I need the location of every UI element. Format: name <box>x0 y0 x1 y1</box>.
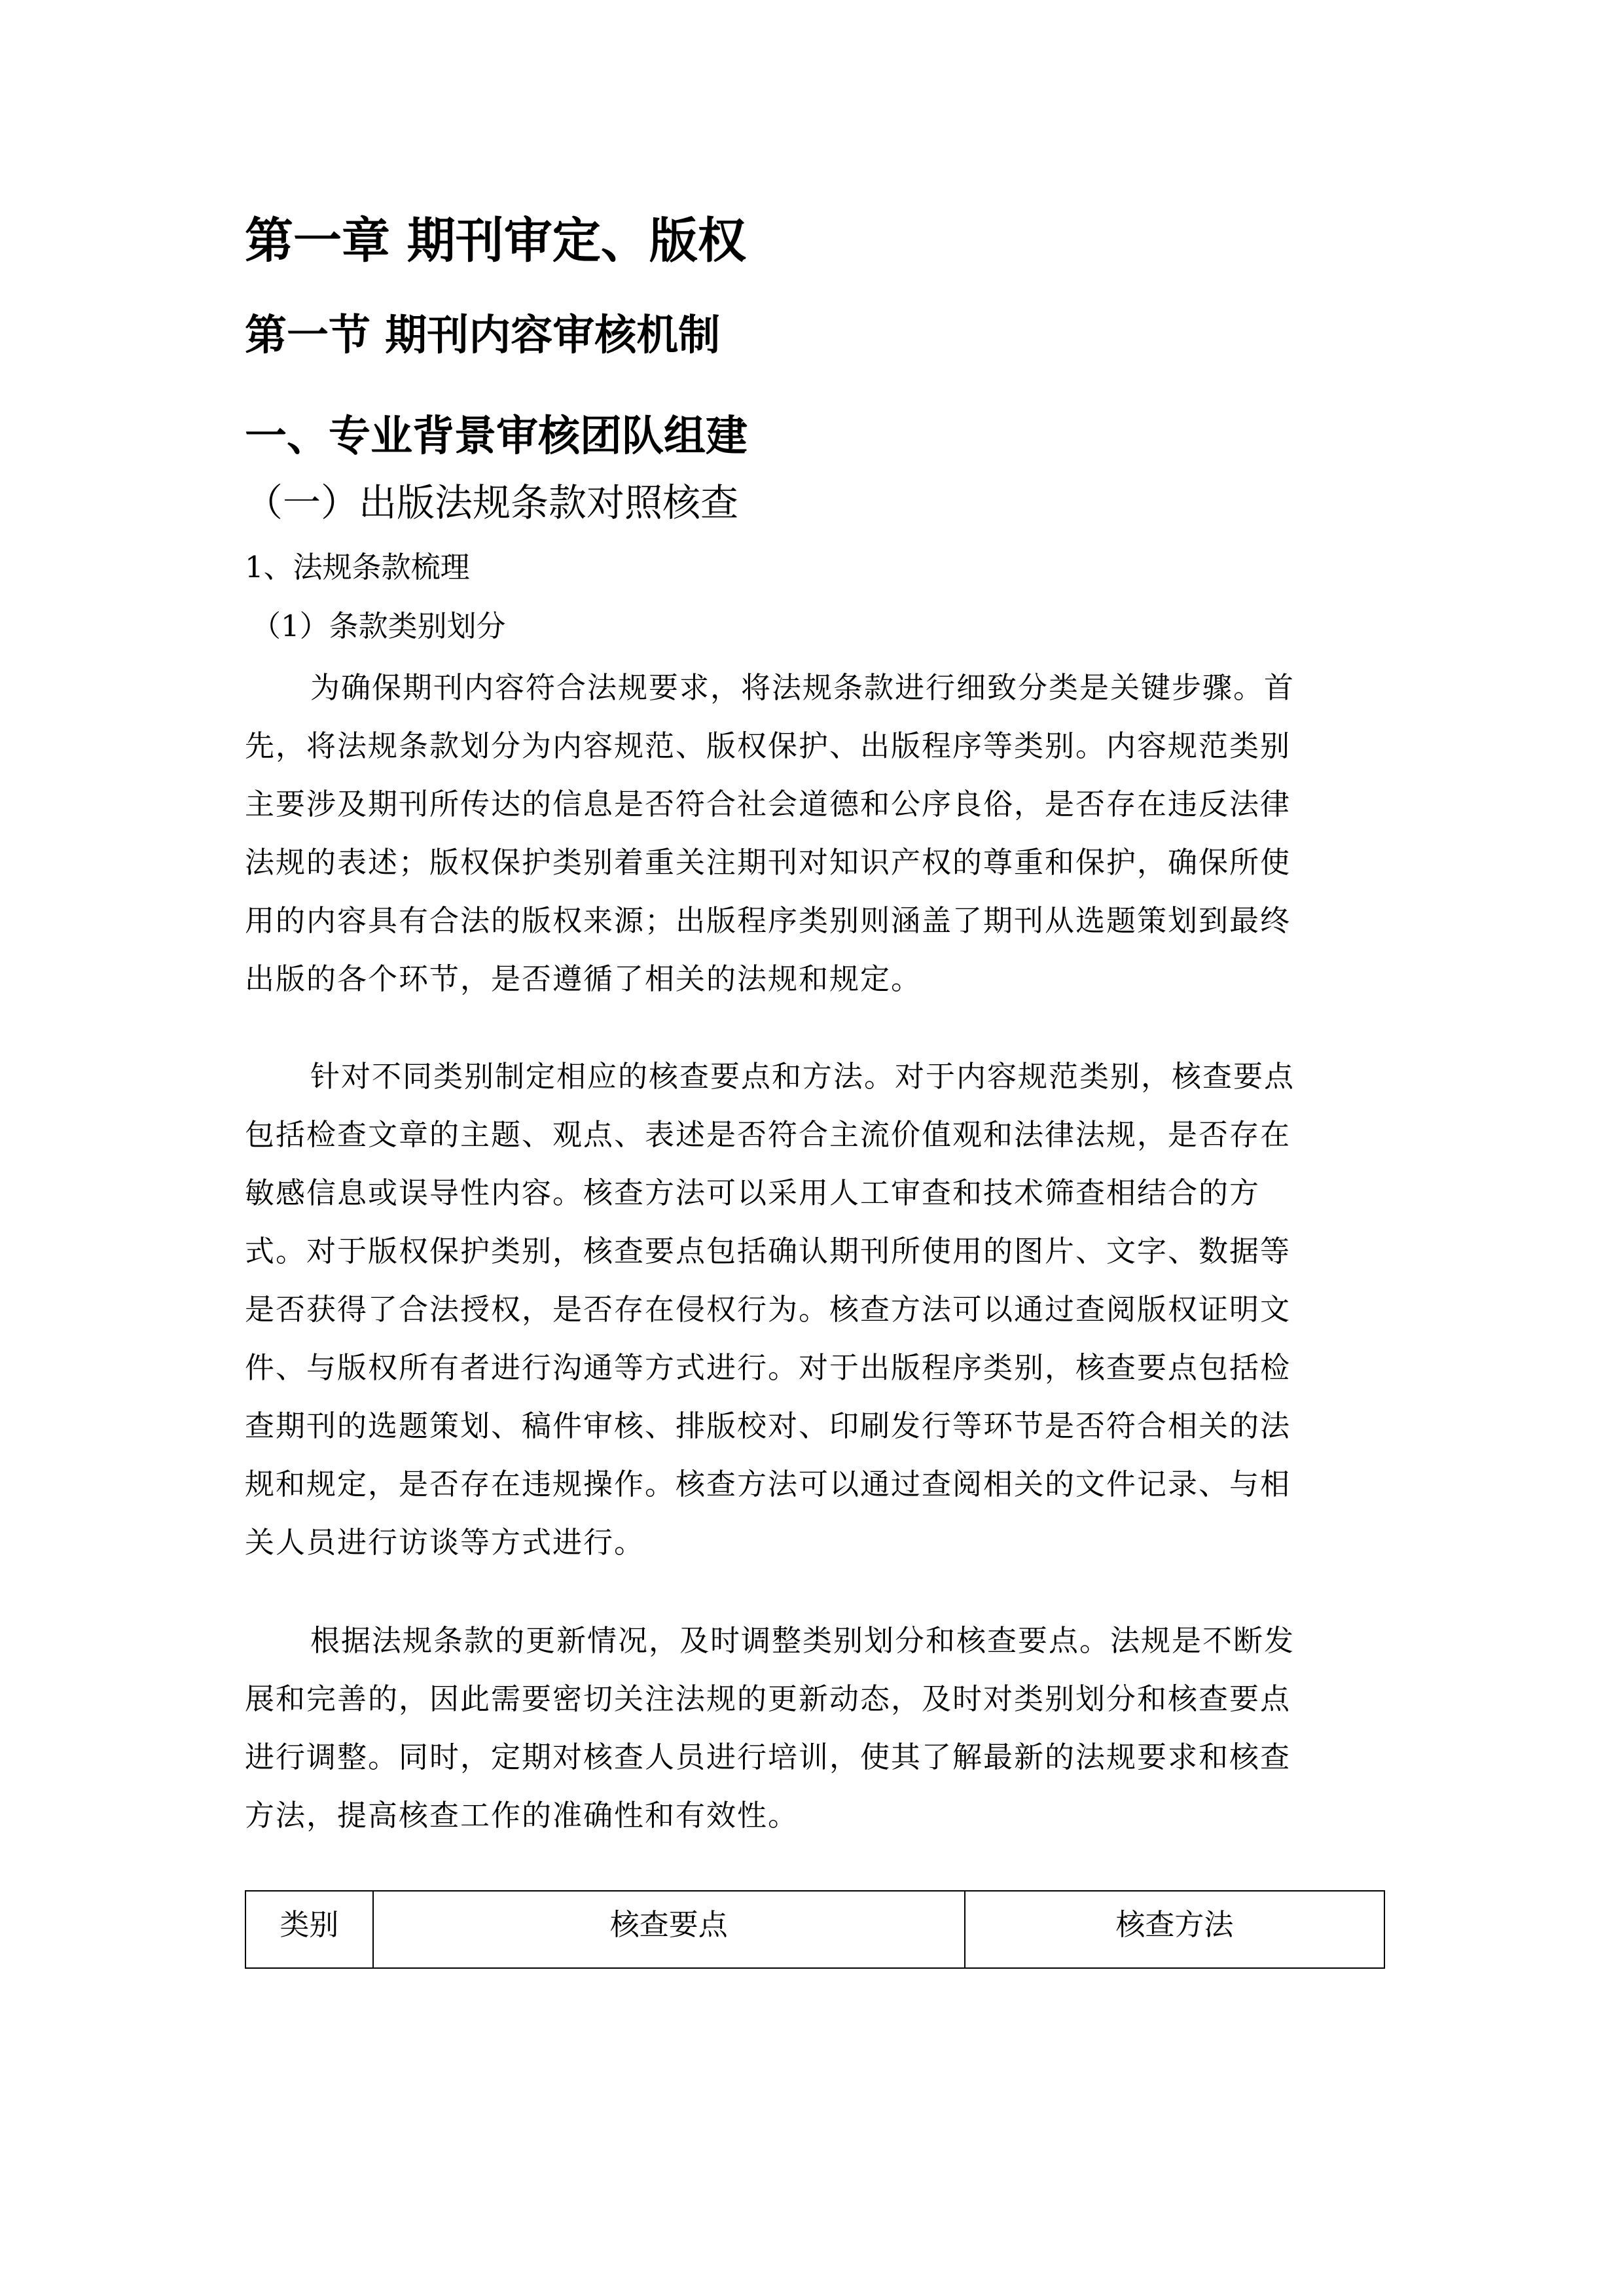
body-paragraph: 为确保期刊内容符合法规要求，将法规条款进行细致分类是关键步骤。首 先，将法规条款划分为内容规范、版权保护、出版程序等类别。内容规范类别 主要涉及期刊所传达的信息是否符合社会道德和公序良俗，是否存在违反法律 法规的表述；版权保护类别着重关注期刊对知识产权的尊重和保护，确保所使 用的内容具有合法的版权来源；出版程序类别则涵盖了期刊从选题策划到最终 出版的各个环节，是否遵循了相关的法规和规定。 <box>245 670 1295 996</box>
item-title: 1、法规条款梳理 <box>245 550 470 584</box>
table-header-check-methods: 核查方法 <box>965 1891 1384 1968</box>
table-header-category: 类别 <box>245 1891 373 1968</box>
body-paragraph: 根据法规条款的更新情况，及时调整类别划分和核查要点。法规是不断发 展和完善的，因此需要密切关注法规的更新动态，及时对类别划分和核查要点 进行调整。同时，定期对核查人员进行培训，使其了解最新的法规要求和核查 方法，提高核查工作的准确性和有效性。 <box>245 1623 1295 1833</box>
subsection-title: 一、专业背景审核团队组建 <box>245 412 748 461</box>
table-header-check-points: 核查要点 <box>373 1891 965 1968</box>
body-paragraph: 针对不同类别制定相应的核查要点和方法。对于内容规范类别，核查要点 包括检查文章的主题、观点、表述是否符合主流价值观和法律法规，是否存在 敏感信息或误导性内容。核查方法可以采用人工审查和技术筛查相结合的方 式。对于版权保护类别，核查要点包括确认期刊所使用的图片、文字、数据等 是否获得了合法授权，是否存在侵权行为。核查方法可以通过查阅版权证明文 件、与版权所有者进行沟通等方式进行。对于出版程序类别，核查要点包括检 查期刊的选题策划、稿件审核、排版校对、印刷发行等环节是否符合相关的法 规和规定，是否存在违规操作。核查方法可以通过查阅相关的文件记录、与相 关人员进行访谈等方式进行。 <box>245 1059 1295 1560</box>
sub-subsection-title: （一）出版法规条款对照核查 <box>245 480 739 525</box>
check-table <box>245 1890 1385 1969</box>
sub-item-title: （1）条款类别划分 <box>251 609 506 643</box>
chapter-title: 第一章 期刊审定、版权 <box>245 213 746 269</box>
section-title: 第一节 期刊内容审核机制 <box>245 312 721 360</box>
table-header-row <box>245 1891 1384 1968</box>
